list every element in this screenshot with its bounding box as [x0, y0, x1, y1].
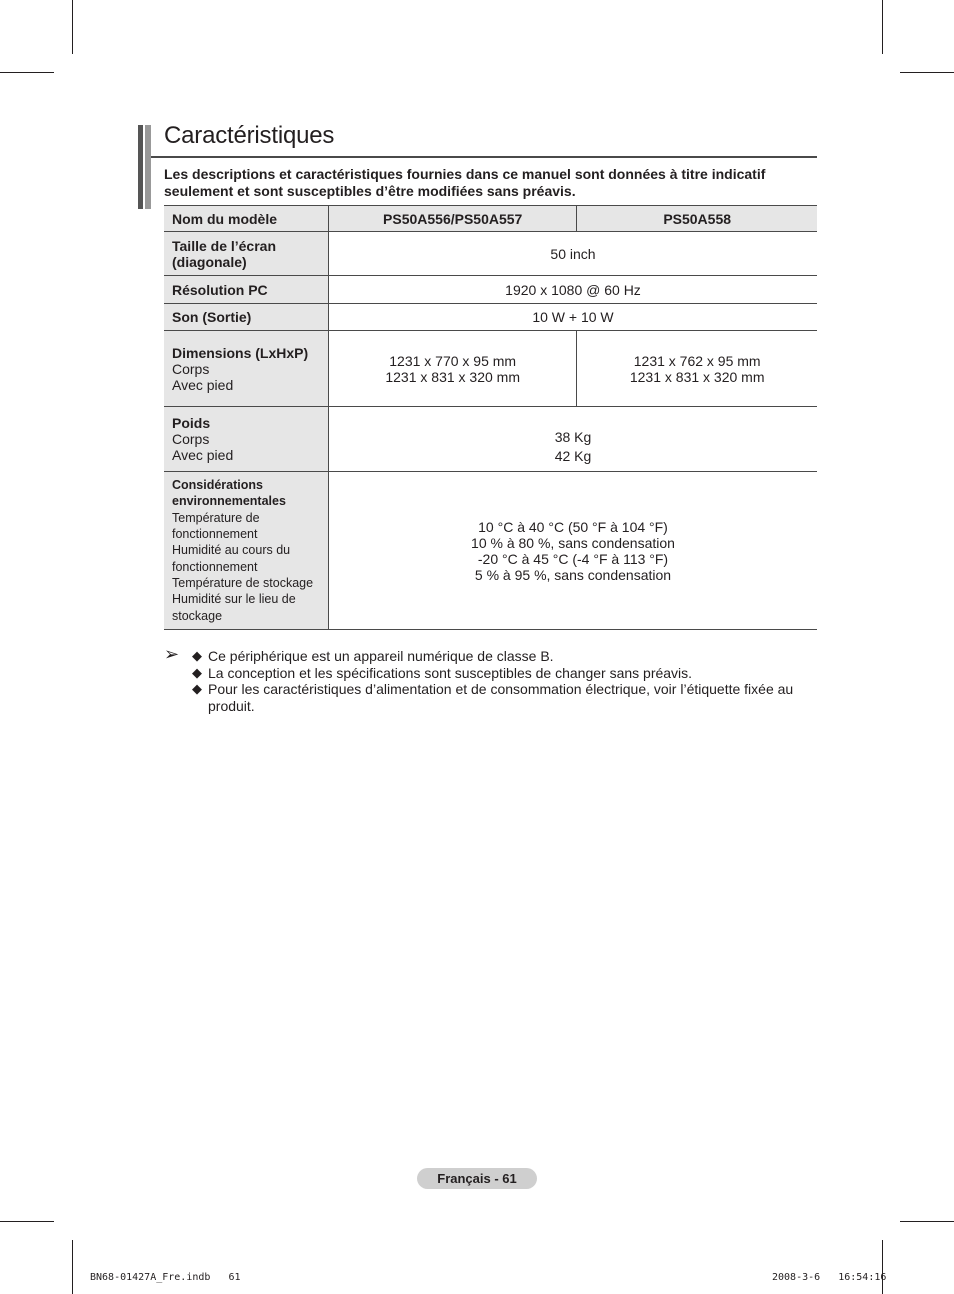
sound-label: Son (Sortie)	[164, 304, 329, 331]
crop-mark	[882, 0, 883, 54]
note-text: La conception et les spécifications sont susceptibles de changer sans préavis.	[208, 664, 693, 681]
title-rule	[151, 156, 817, 158]
environment-values	[329, 472, 818, 630]
environment-label	[164, 472, 329, 630]
table-row-dimensions	[164, 331, 817, 407]
dimensions-a-body: 1231 x 770 x 95 mm	[389, 352, 517, 369]
weight-stand: 42 Kg	[554, 447, 592, 464]
dimensions-b-body: 1231 x 762 x 95 mm	[633, 352, 761, 369]
crop-mark	[72, 1240, 73, 1294]
diamond-bullet-icon: ◆	[192, 681, 202, 696]
dimensions-label	[164, 331, 329, 407]
table-row-weight	[164, 407, 817, 472]
operating-humidity-value: 10 % à 80 %, sans condensation	[471, 534, 675, 551]
crop-mark	[0, 72, 54, 73]
note-text: Pour les caractéristiques d’alimentation et de consommation électrique, voir l’étiquette fixée au produit.	[208, 681, 794, 714]
page-title: Caractéristiques	[164, 122, 335, 149]
intro-text: Les descriptions et caractéristiques fournies dans ce manuel sont données à titre indicatif seulement et sont susceptibles d’être modifiées sans préavis.	[164, 166, 766, 199]
dimensions-label-body: Corps	[172, 360, 210, 377]
weight-label-title: Poids	[172, 415, 211, 431]
environment-item: Température de	[172, 510, 260, 525]
dimensions-value-b	[577, 331, 817, 407]
crop-mark	[900, 72, 954, 73]
environment-item: Humidité au cours du	[172, 543, 291, 558]
header-model-a: PS50A556/PS50A557	[329, 206, 577, 232]
environment-item: Humidité sur le lieu de	[172, 592, 296, 607]
environment-item: Température de stockage	[172, 575, 314, 590]
header-model-name: Nom du modèle	[164, 206, 329, 232]
notes-section	[164, 644, 814, 714]
crop-mark	[900, 1221, 954, 1222]
table-row-screen	[164, 232, 817, 276]
weight-label	[164, 407, 329, 472]
weight-label-body: Corps	[172, 431, 210, 447]
resolution-value: 1920 x 1080 @ 60 Hz	[329, 276, 818, 304]
list-item	[192, 665, 814, 682]
diamond-bullet-icon: ◆	[192, 648, 202, 663]
weight-label-stand: Avec pied	[172, 447, 234, 463]
specifications-table	[164, 205, 817, 630]
note-text: Ce périphérique est un appareil numérique de classe B.	[208, 648, 554, 664]
notes-list	[164, 644, 814, 714]
dimensions-label-stand: Avec pied	[172, 376, 234, 393]
weight-body: 38 Kg	[554, 428, 592, 445]
table-row-resolution	[164, 276, 817, 304]
screen-label	[164, 232, 329, 276]
note-arrow-icon: ➢	[164, 644, 180, 664]
list-item	[192, 648, 814, 665]
print-file-info: BN68-01427A_Fre.indb 61	[90, 1272, 241, 1283]
list-item	[192, 681, 814, 714]
environment-label-line1: Considérations	[172, 478, 263, 493]
environment-item: fonctionnement	[172, 527, 258, 542]
screen-label-line1: Taille de l’écran	[172, 237, 277, 254]
table-header-row	[164, 206, 817, 232]
operating-temperature-value: 10 °C à 40 °C (50 °F à 104 °F)	[478, 518, 668, 535]
dimensions-value-a	[329, 331, 577, 407]
title-bar-light	[145, 125, 151, 209]
table-row-sound	[164, 304, 817, 331]
dimensions-b-stand: 1231 x 831 x 320 mm	[629, 368, 765, 385]
crop-mark	[882, 1240, 883, 1294]
header-model-b: PS50A558	[577, 206, 817, 232]
crop-mark	[0, 1221, 54, 1222]
table-row-environment	[164, 472, 817, 630]
storage-humidity-value: 5 % à 95 %, sans condensation	[474, 566, 672, 583]
dimensions-label-title: Dimensions (LxHxP)	[172, 344, 309, 361]
storage-temperature-value: -20 °C à 45 °C (-4 °F à 113 °F)	[477, 550, 669, 567]
crop-mark	[72, 0, 73, 54]
sound-value: 10 W + 10 W	[329, 304, 818, 331]
weight-value	[329, 407, 818, 472]
environment-item: fonctionnement	[172, 559, 258, 574]
page-number-badge: Français - 61	[417, 1168, 537, 1189]
screen-value: 50 inch	[329, 232, 818, 276]
resolution-label: Résolution PC	[164, 276, 329, 304]
title-decoration	[138, 125, 151, 209]
title-bar-dark	[138, 125, 143, 209]
print-timestamp: 2008-3-6 16:54:16	[772, 1272, 887, 1283]
screen-label-line2: (diagonale)	[172, 253, 247, 270]
dimensions-a-stand: 1231 x 831 x 320 mm	[385, 368, 520, 385]
diamond-bullet-icon: ◆	[192, 664, 202, 680]
environment-item: stockage	[172, 608, 223, 623]
environment-label-line2: environnementales	[172, 494, 286, 509]
